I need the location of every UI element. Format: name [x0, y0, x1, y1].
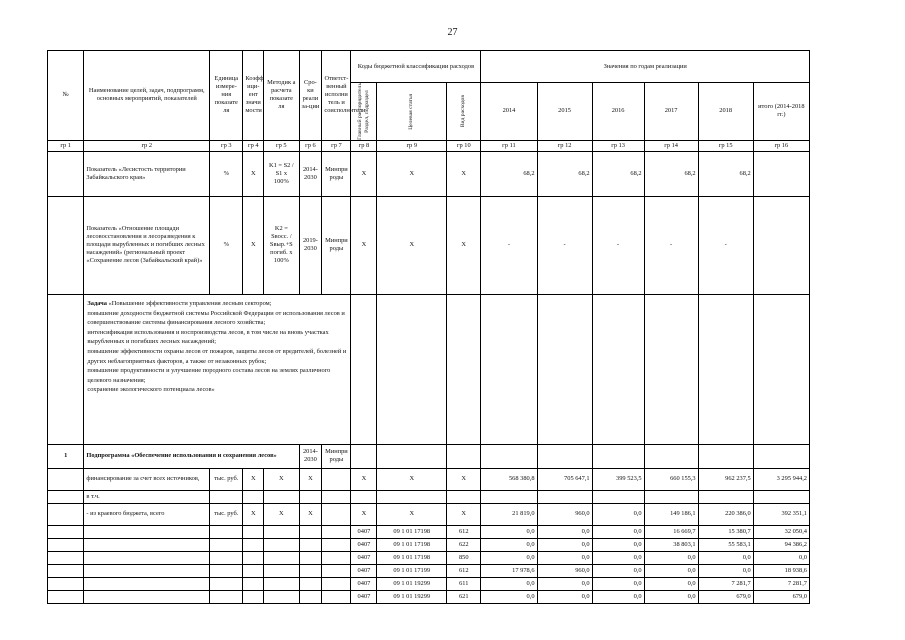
empty-cell — [210, 577, 243, 590]
empty-cell — [48, 590, 84, 603]
empty-cell — [48, 577, 84, 590]
empty-cell — [537, 444, 592, 468]
ind1-val-2017: 68,2 — [644, 151, 698, 196]
ind2-coef: X — [243, 196, 264, 294]
empty-cell — [210, 551, 243, 564]
ind2-val-2016: - — [592, 196, 644, 294]
detail-2016: 0,0 — [592, 564, 644, 577]
hdr-code-main: Главный распорядитель Раздел, подраздел — [351, 83, 377, 141]
empty-cell — [84, 564, 210, 577]
ind2-val-2015: - — [537, 196, 592, 294]
empty-cell — [48, 525, 84, 538]
regional-2015: 960,0 — [537, 503, 592, 525]
empty-cell — [264, 577, 299, 590]
detail-article: 09 1 01 19299 — [377, 577, 447, 590]
gr-cell: гр 7 — [322, 140, 351, 151]
detail-total: 18 938,6 — [753, 564, 809, 577]
regional-c4: X — [243, 503, 264, 525]
regional-c6: X — [299, 503, 322, 525]
detail-2016: 0,0 — [592, 538, 644, 551]
empty-cell — [644, 490, 698, 503]
detail-section: 0407 — [351, 564, 377, 577]
fin-all-c8: X — [351, 468, 377, 490]
empty-cell — [84, 538, 210, 551]
fin-all-total: 3 295 944,2 — [753, 468, 809, 490]
detail-2018: 55 583,1 — [698, 538, 753, 551]
empty-cell — [264, 490, 299, 503]
gr-cell: гр 8 — [351, 140, 377, 151]
empty-cell — [48, 468, 84, 490]
ind2-resp: Минпри роды — [322, 196, 351, 294]
detail-2015: 0,0 — [537, 551, 592, 564]
empty-cell — [322, 468, 351, 490]
hdr-term: Сро-ки реали за-ции — [299, 51, 322, 141]
empty-cell — [481, 294, 537, 444]
gr-cell: гр 4 — [243, 140, 264, 151]
detail-article: 09 1 01 17199 — [377, 564, 447, 577]
empty-cell — [264, 551, 299, 564]
indicator-row-forest-cover — [48, 151, 810, 196]
empty-cell — [481, 444, 537, 468]
empty-cell — [698, 490, 753, 503]
empty-cell — [243, 577, 264, 590]
detail-kind: 850 — [447, 551, 481, 564]
ind1-term: 2014-2030 — [299, 151, 322, 196]
ind1-total — [753, 151, 809, 196]
hdr-coef: Коэфф ици-ент значи мости — [243, 51, 264, 141]
ind2-val-2018: - — [698, 196, 753, 294]
program-table — [47, 50, 810, 604]
empty-cell — [210, 525, 243, 538]
detail-kind: 612 — [447, 525, 481, 538]
hdr-name: Наименование целей, задач, подпрограмм, основных мероприятий, показателей — [84, 51, 210, 141]
detail-2016: 0,0 — [592, 590, 644, 603]
empty-cell — [210, 564, 243, 577]
regional-2017: 149 186,1 — [644, 503, 698, 525]
fin-all-name: финансирование за счет всех источников, — [84, 468, 210, 490]
sub1-name: Подпрограмма «Обеспечение использования и сохранения лесов» — [84, 444, 299, 468]
sub1-resp: Минпри роды — [322, 444, 351, 468]
detail-2018: 0,0 — [698, 551, 753, 564]
ind1-name: Показатель «Лесистость территории Забайкальского края» — [84, 151, 210, 196]
table-row — [48, 551, 810, 564]
detail-kind: 612 — [447, 564, 481, 577]
detail-section: 0407 — [351, 525, 377, 538]
page-number: 27 — [447, 27, 458, 38]
empty-cell — [243, 538, 264, 551]
ind2-c10: X — [447, 196, 481, 294]
fin-all-c4: X — [243, 468, 264, 490]
hdr-total: итого (2014-2018 гг.) — [753, 83, 809, 141]
empty-cell — [299, 525, 322, 538]
gr-cell: гр 9 — [377, 140, 447, 151]
regional-2014: 21 819,0 — [481, 503, 537, 525]
empty-cell — [210, 490, 243, 503]
detail-2017: 0,0 — [644, 590, 698, 603]
detail-2017: 0,0 — [644, 564, 698, 577]
ind1-val-2018: 68,2 — [698, 151, 753, 196]
regional-budget-row — [48, 503, 810, 525]
regional-c10: X — [447, 503, 481, 525]
detail-2018: 15 380,7 — [698, 525, 753, 538]
empty-cell — [264, 525, 299, 538]
empty-cell — [322, 490, 351, 503]
regional-c8: X — [351, 503, 377, 525]
task-row — [48, 294, 810, 444]
hdr-year-2016: 2016 — [592, 83, 644, 141]
gr-cell: гр 12 — [537, 140, 592, 151]
ind2-name: Показатель «Отношение площади лесовосстановления и лесоразведения к площади вырубленных и погибших лесных насаждений» (региональный проект «Сохранение лесов (Забайкальский край)» — [84, 196, 210, 294]
detail-2018: 679,0 — [698, 590, 753, 603]
empty-cell — [264, 590, 299, 603]
hdr-no: № — [48, 51, 84, 141]
detail-2018: 0,0 — [698, 564, 753, 577]
detail-2014: 0,0 — [481, 590, 537, 603]
empty-cell — [48, 538, 84, 551]
ind1-val-2015: 68,2 — [537, 151, 592, 196]
hdr-code-kind: Вид расходов — [447, 83, 481, 141]
fin-all-c5: X — [264, 468, 299, 490]
empty-cell — [351, 444, 377, 468]
ind2-c8: X — [351, 196, 377, 294]
detail-total: 679,0 — [753, 590, 809, 603]
empty-cell — [322, 538, 351, 551]
gr-cell: гр 1 — [48, 140, 84, 151]
ind1-c8: X — [351, 151, 377, 196]
detail-2014: 0,0 — [481, 538, 537, 551]
including-row — [48, 490, 810, 503]
ind1-c9: X — [377, 151, 447, 196]
detail-kind: 621 — [447, 590, 481, 603]
table-row — [48, 564, 810, 577]
table-row — [48, 590, 810, 603]
detail-2016: 0,0 — [592, 577, 644, 590]
empty-cell — [84, 525, 210, 538]
hdr-unit: Единица измере-ния показате ля — [210, 51, 243, 141]
including-label: в т.ч. — [84, 490, 210, 503]
regional-total: 392 351,1 — [753, 503, 809, 525]
table-row — [48, 577, 810, 590]
fin-all-2014: 568 380,8 — [481, 468, 537, 490]
header-row-1 — [48, 51, 810, 83]
hdr-year-2017: 2017 — [644, 83, 698, 141]
detail-2015: 0,0 — [537, 577, 592, 590]
ind1-unit: % — [210, 151, 243, 196]
detail-2016: 0,0 — [592, 551, 644, 564]
detail-2014: 0,0 — [481, 525, 537, 538]
empty-cell — [377, 490, 447, 503]
ind1-resp: Минпри роды — [322, 151, 351, 196]
ind1-c10: X — [447, 151, 481, 196]
detail-article: 09 1 01 17198 — [377, 538, 447, 551]
financing-all-row — [48, 468, 810, 490]
empty-cell — [210, 590, 243, 603]
indicator-row-reforestation — [48, 196, 810, 294]
table-row — [48, 538, 810, 551]
ind2-term: 2019-2030 — [299, 196, 322, 294]
subprogram-row — [48, 444, 810, 468]
task-text: Задача «Повышение эффективности управления лесным сектором; повышение доходности бюджетной системы Российской Федерации от использования лесов и совершенствование системы финансирования лесного хозяйства; интенсификация использования и воспроизводства лесов, в том числе на вновь участках вырубленных и погибших лесных насаждений; повышение эффективности охраны лесов от пожаров, защиты лесов от вредителей, болезней и других неблагоприятных факторов, а также от незаконных рубок; повышение продуктивности и улучшение породного состава лесов на землях различного целевого назначения; сохранение экологического потенциала лесов» — [84, 294, 351, 444]
hdr-year-2014: 2014 — [481, 83, 537, 141]
empty-cell — [592, 444, 644, 468]
fin-all-c10: X — [447, 468, 481, 490]
empty-cell — [447, 490, 481, 503]
empty-cell — [537, 490, 592, 503]
empty-cell — [84, 590, 210, 603]
empty-cell — [210, 538, 243, 551]
gr-cell: гр 14 — [644, 140, 698, 151]
empty-cell — [537, 294, 592, 444]
ind1-val-2014: 68,2 — [481, 151, 537, 196]
hdr-values: Значения по годам реализации — [481, 51, 810, 83]
detail-2018: 7 281,7 — [698, 577, 753, 590]
gr-cell: гр 15 — [698, 140, 753, 151]
gr-cell: гр 10 — [447, 140, 481, 151]
fin-all-c9: X — [377, 468, 447, 490]
sub1-no: 1 — [48, 444, 84, 468]
ind2-val-2014: - — [481, 196, 537, 294]
detail-2017: 0,0 — [644, 577, 698, 590]
regional-2016: 0,0 — [592, 503, 644, 525]
empty-cell — [351, 490, 377, 503]
empty-cell — [299, 590, 322, 603]
ind2-no — [48, 196, 84, 294]
empty-cell — [753, 444, 809, 468]
detail-2014: 0,0 — [481, 551, 537, 564]
detail-total: 7 281,7 — [753, 577, 809, 590]
ind2-unit: % — [210, 196, 243, 294]
detail-2015: 960,0 — [537, 564, 592, 577]
gr-cell: гр 6 — [299, 140, 322, 151]
empty-cell — [592, 294, 644, 444]
table-row — [48, 525, 810, 538]
empty-cell — [481, 490, 537, 503]
empty-cell — [48, 503, 84, 525]
empty-cell — [243, 551, 264, 564]
empty-cell — [243, 564, 264, 577]
empty-cell — [644, 294, 698, 444]
detail-total: 94 386,2 — [753, 538, 809, 551]
detail-article: 09 1 01 17198 — [377, 525, 447, 538]
empty-cell — [322, 590, 351, 603]
gr-cell: гр 11 — [481, 140, 537, 151]
empty-cell — [299, 490, 322, 503]
empty-cell — [698, 444, 753, 468]
empty-cell — [299, 538, 322, 551]
detail-2016: 0,0 — [592, 525, 644, 538]
detail-total: 0,0 — [753, 551, 809, 564]
fin-all-2017: 660 155,3 — [644, 468, 698, 490]
empty-cell — [243, 525, 264, 538]
detail-2017: 38 803,1 — [644, 538, 698, 551]
empty-cell — [48, 564, 84, 577]
empty-cell — [322, 503, 351, 525]
ind1-coef: X — [243, 151, 264, 196]
empty-cell — [377, 444, 447, 468]
empty-cell — [264, 538, 299, 551]
hdr-resp: Ответст-венный исполни тель и соисполнители — [322, 51, 351, 141]
ind2-c9: X — [377, 196, 447, 294]
detail-2015: 0,0 — [537, 590, 592, 603]
empty-cell — [447, 444, 481, 468]
detail-section: 0407 — [351, 577, 377, 590]
detail-2014: 0,0 — [481, 577, 537, 590]
detail-2017: 0,0 — [644, 551, 698, 564]
ind2-total — [753, 196, 809, 294]
detail-section: 0407 — [351, 538, 377, 551]
detail-total: 32 050,4 — [753, 525, 809, 538]
detail-article: 09 1 01 17198 — [377, 551, 447, 564]
detail-2014: 17 978,6 — [481, 564, 537, 577]
detail-section: 0407 — [351, 551, 377, 564]
hdr-method: Методик а расчета показате ля — [264, 51, 299, 141]
detail-2015: 0,0 — [537, 538, 592, 551]
fin-all-2016: 399 523,5 — [592, 468, 644, 490]
gr-cell: гр 5 — [264, 140, 299, 151]
empty-cell — [48, 490, 84, 503]
empty-cell — [299, 577, 322, 590]
empty-cell — [351, 294, 377, 444]
empty-cell — [264, 564, 299, 577]
empty-cell — [243, 590, 264, 603]
fin-all-2018: 962 237,5 — [698, 468, 753, 490]
hdr-code-article: Целевая статья — [377, 83, 447, 141]
ind2-method: K2 = Sвосс. / Sвыр.+S погиб. х 100% — [264, 196, 299, 294]
empty-cell — [48, 551, 84, 564]
empty-cell — [299, 564, 322, 577]
detail-2017: 16 669,7 — [644, 525, 698, 538]
detail-kind: 622 — [447, 538, 481, 551]
regional-name: - из краевого бюджета, всего — [84, 503, 210, 525]
empty-cell — [299, 551, 322, 564]
empty-cell — [84, 577, 210, 590]
gr-cell: гр 16 — [753, 140, 809, 151]
hdr-year-2018: 2018 — [698, 83, 753, 141]
gr-cell: гр 2 — [84, 140, 210, 151]
regional-c9: X — [377, 503, 447, 525]
empty-cell — [644, 444, 698, 468]
detail-kind: 611 — [447, 577, 481, 590]
gr-cell: гр 3 — [210, 140, 243, 151]
regional-unit: тыс. руб. — [210, 503, 243, 525]
empty-cell — [243, 490, 264, 503]
empty-cell — [322, 525, 351, 538]
empty-cell — [698, 294, 753, 444]
ind1-no — [48, 151, 84, 196]
fin-all-2015: 705 647,1 — [537, 468, 592, 490]
ind2-val-2017: - — [644, 196, 698, 294]
empty-cell — [753, 294, 809, 444]
empty-cell — [84, 551, 210, 564]
empty-cell — [322, 564, 351, 577]
column-number-row — [48, 140, 810, 151]
ind1-method: K1 = S2 / S1 x 100% — [264, 151, 299, 196]
hdr-year-2015: 2015 — [537, 83, 592, 141]
regional-2018: 220 386,0 — [698, 503, 753, 525]
regional-c5: X — [264, 503, 299, 525]
gr-cell: гр 13 — [592, 140, 644, 151]
fin-all-unit: тыс. руб. — [210, 468, 243, 490]
task-no — [48, 294, 84, 444]
detail-2015: 0,0 — [537, 525, 592, 538]
empty-cell — [322, 551, 351, 564]
empty-cell — [447, 294, 481, 444]
hdr-codes: Коды бюджетной классификации расходов — [351, 51, 481, 83]
detail-section: 0407 — [351, 590, 377, 603]
empty-cell — [753, 490, 809, 503]
empty-cell — [377, 294, 447, 444]
fin-all-c6: X — [299, 468, 322, 490]
empty-cell — [322, 577, 351, 590]
empty-cell — [592, 490, 644, 503]
detail-article: 09 1 01 19299 — [377, 590, 447, 603]
ind1-val-2016: 68,2 — [592, 151, 644, 196]
sub1-term: 2014-2030 — [299, 444, 322, 468]
